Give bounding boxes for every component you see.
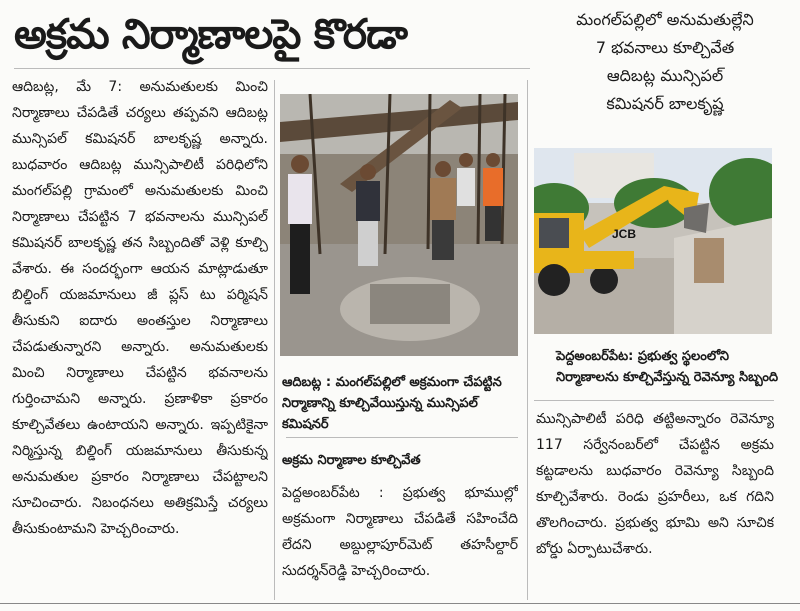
headline: అక్రమ నిర్మాణాలపై కొరడా	[14, 10, 407, 58]
jcb-logo: JCB	[612, 227, 637, 241]
main-story	[12, 74, 268, 599]
demolition-photo	[280, 94, 518, 356]
second-story-body: పెద్దఅంబర్‌పేట : ప్రభుత్వ భూముల్లో అక్రమంగా నిర్మాణాలు చేపడితే సహించేది లేదని అబ్దుల్లాపూర్‌మెట్ తహసీల్దార్ సుదర్శన్‌రెడ్డి హెచ్చరించారు.	[282, 485, 518, 579]
section-divider	[286, 437, 518, 438]
bottom-rule	[0, 603, 800, 604]
kicker-line: ఆదిబట్ల మున్సిపల్	[606, 66, 724, 85]
column-divider	[274, 80, 275, 600]
main-story-body: ఆదిబట్ల, మే 7: అనుమతులకు మించి నిర్మాణాలు చేపడితే చర్యలు తప్పవని ఆదిబట్ల మున్సిపల్ కమిషనర్ బాలకృష్ణ అన్నారు. బుధవారం ఆదిబట్ల మున్సిపాలిటీ పరిధిలోని మంగల్‌పల్లి గ్రామంలో అనుమతులకు మించి నిర్మాణాలు చేపట్టిన 7 భవనాలను మున్సిపల్ కమిషనర్ బాలకృష్ణ తన సిబ్బందితో వెళ్లి కూల్చి వేశారు. ఈ సందర్భంగా ఆయన మాట్లాడుతూ బిల్డింగ్ యజమానులు జీ ప్లస్ టు పర్మిషన్ తీసుకుని ఐదారు అంతస్తుల నిర్మాణాలు చేపడుతున్నారని అన్నారు. అనుమతులకు మించి నిర్మాణాలు చేపట్టిన భవనాలను గుర్తించామని అన్నారు. ప్రణాళికా ప్రకారం కూల్చివేతలు ఉంటాయని అన్నారు. ఇప్పటికైనా నిర్మిస్తున్న బిల్డింగ్ యజమానులు తీసుకున్న అనుమతుల ప్రకారం నిర్మాణాలు చేపట్టాలని సూచించారు. నిబంధనలు అతిక్రమిస్తే చర్యలు తీసుకుంటామని హెచ్చరించారు.	[12, 79, 268, 537]
photo2-caption: పెద్దఅంబర్‌పేట: ప్రభుత్వ స్థలంలోని నిర్మాణాలను కూల్చివేస్తున్న రెవెన్యూ సిబ్బంది	[556, 349, 779, 385]
section-divider	[534, 400, 774, 401]
photo1-caption: ఆదిబట్ల : మంగల్‌పల్లిలో అక్రమంగా చేపట్టిన నిర్మాణాన్ని కూల్చివేయిస్తున్న మున్సిపల్ కమిషనర్	[282, 375, 502, 432]
kicker-line: కమిషనర్ బాలకృష్ణ	[606, 94, 724, 113]
third-story-body: మున్సిపాలిటీ పరిధి తట్టిఅన్నారం రెవెన్యూ 117 సర్వేనంబర్‌లో చేపట్టిన అక్రమ కట్టడాలను బుధవారం రెవెన్యూ సిబ్బంది కూల్చివేశారు. రెండు ప్రహరీలు, ఒక గదిని తొలగించారు. ప్రభుత్వ భూమి అని సూచిక బోర్డు ఏర్పాటుచేశారు.	[536, 411, 774, 557]
kicker-line: మంగల్‌పల్లిలో అనుమతుల్లేని	[576, 10, 754, 29]
second-story	[282, 480, 518, 596]
headline-divider	[14, 68, 530, 69]
second-story-title: అక్రమ నిర్మాణాల కూల్చివేత	[282, 453, 421, 468]
jcb-photo	[534, 148, 772, 334]
third-story	[536, 406, 774, 598]
kicker	[540, 6, 790, 118]
kicker-line: 7 భవనాలు కూల్చివేత	[595, 38, 735, 57]
column-divider	[527, 80, 528, 600]
